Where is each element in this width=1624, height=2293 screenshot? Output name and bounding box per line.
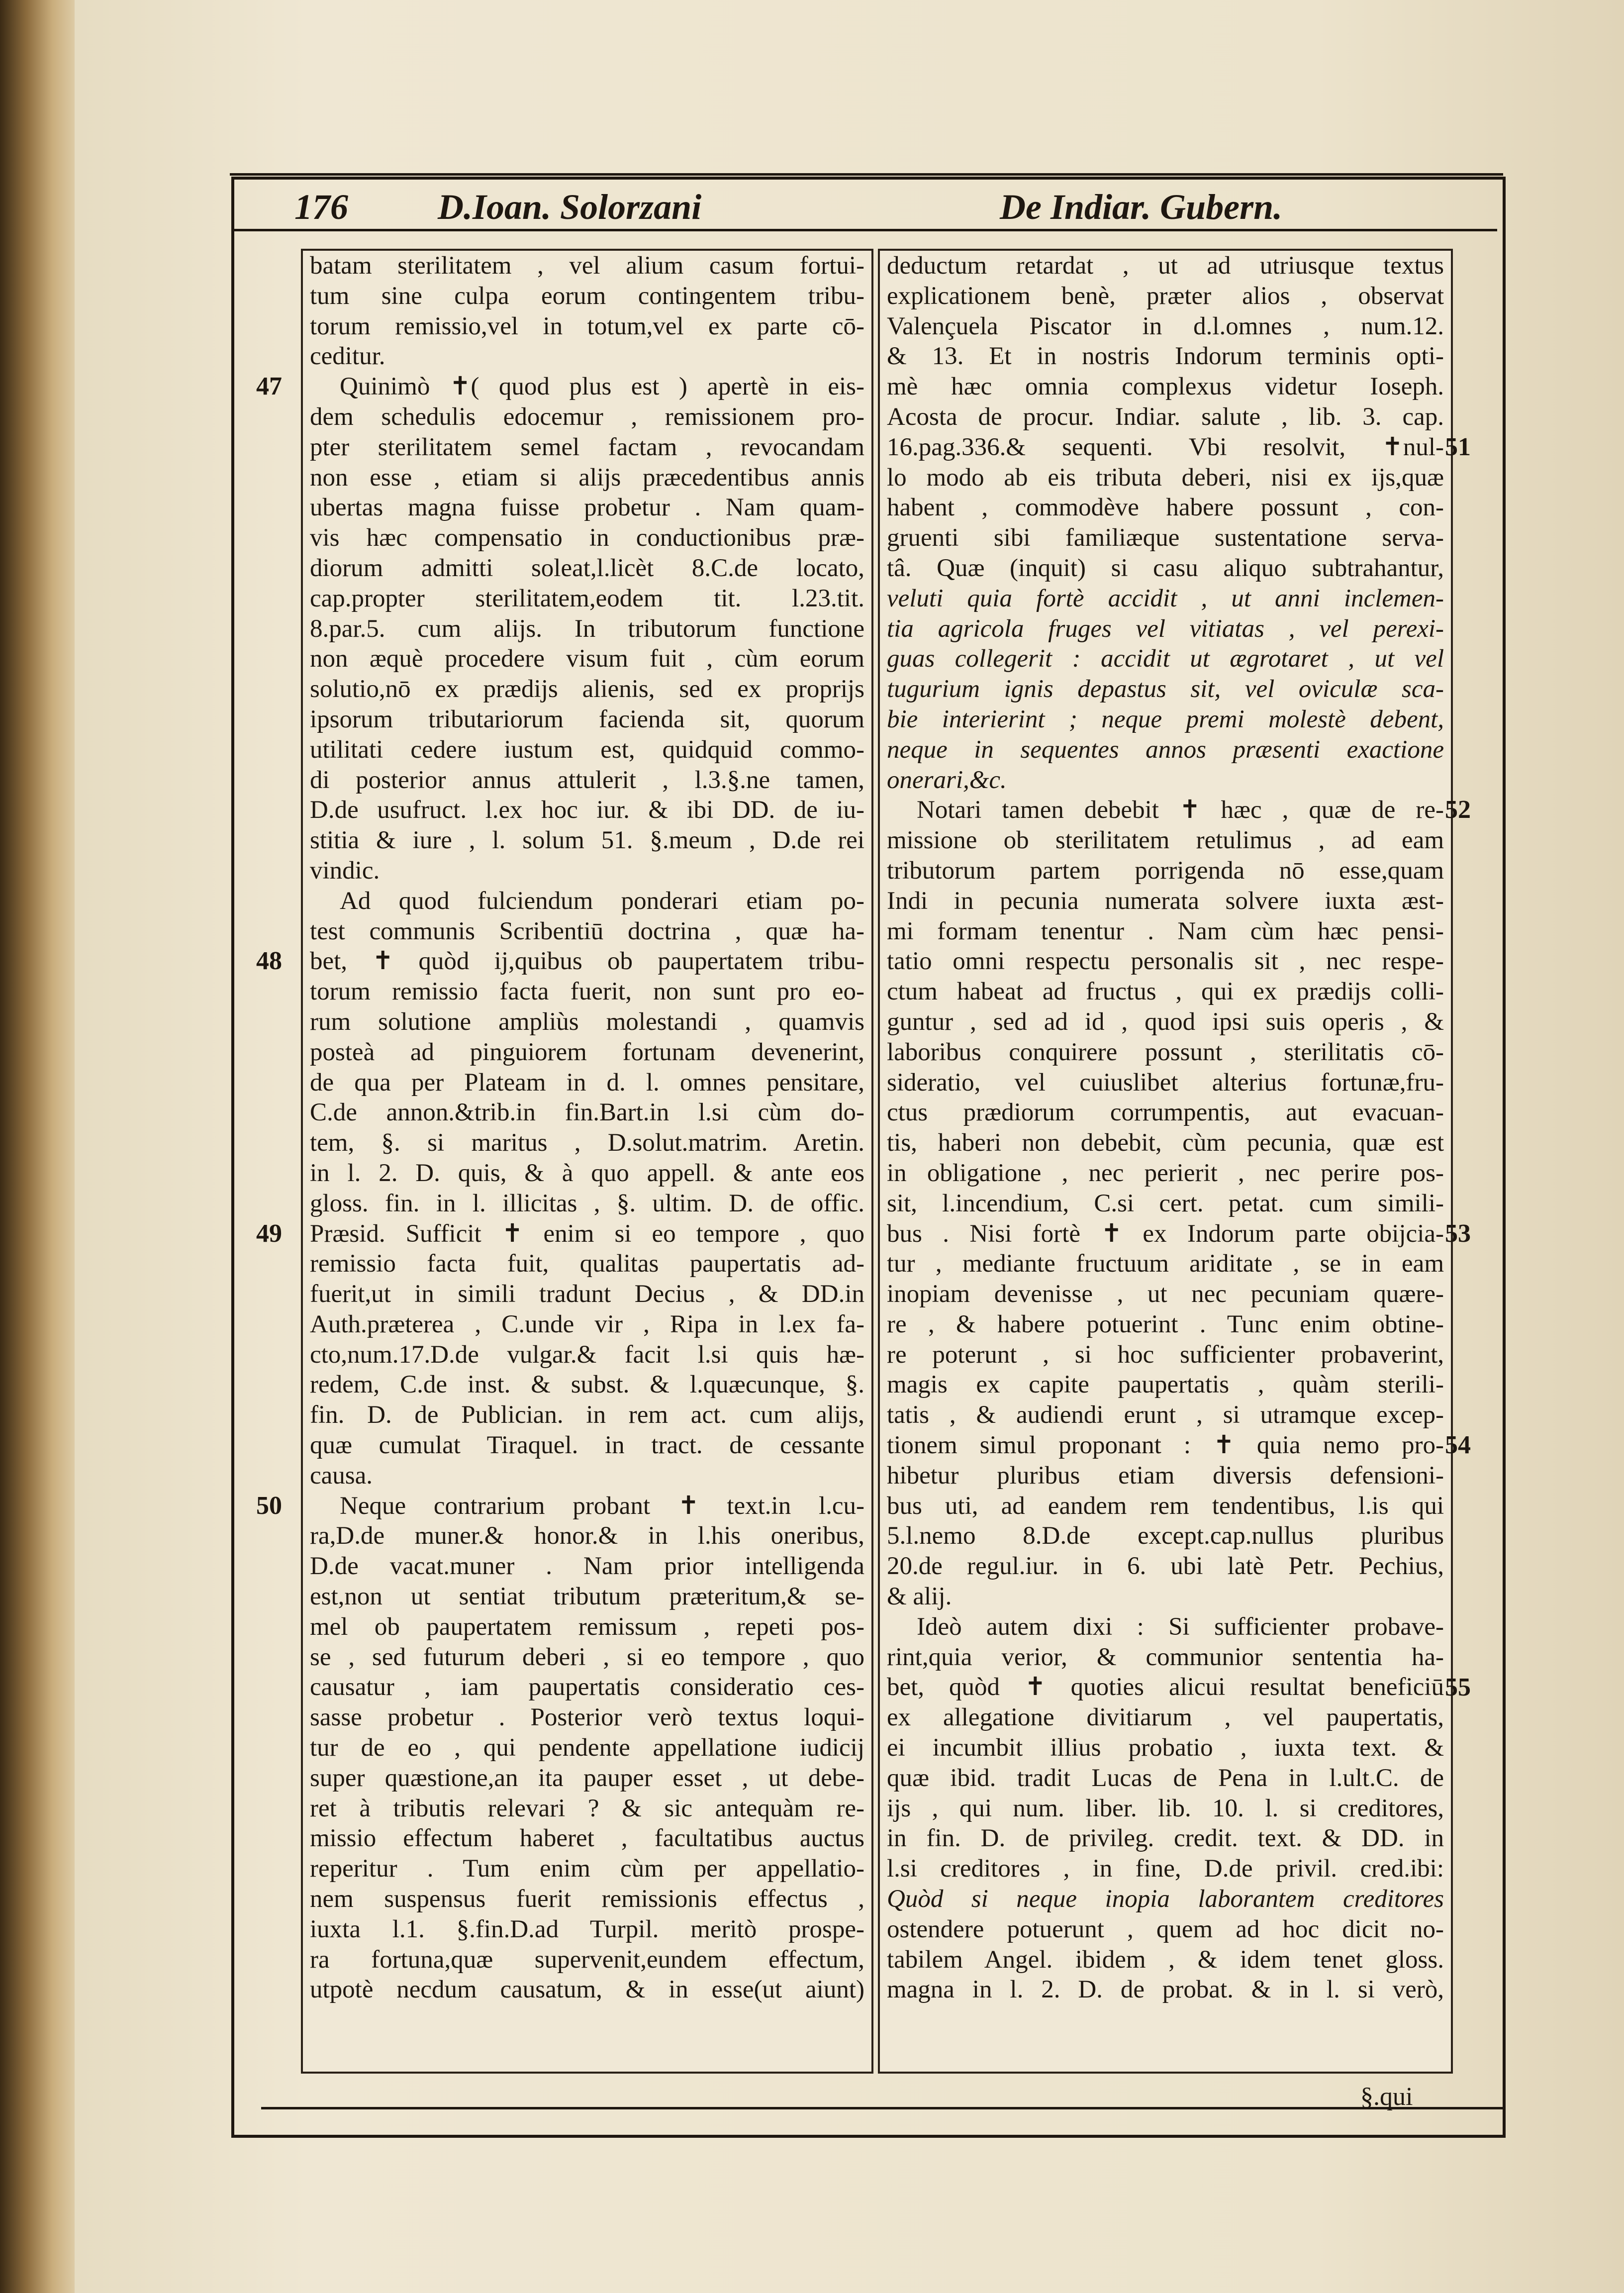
right-column-line: tâ. Quæ (inquit) si casu aliquo subtrahantur, [887,554,1444,582]
margin-paragraph-number: 49 [256,1219,282,1248]
margin-paragraph-number: 52 [1445,796,1471,824]
margin-paragraph-number: 48 [256,947,282,976]
left-column-line: utilitati cedere iustum est, quidquid commo- [310,735,864,764]
left-column-line: reperitur . Tum enim cùm per appellatio- [310,1855,864,1883]
right-column-line: mè hæc omnia complexus videtur Ioseph. [887,373,1444,401]
left-column-line: ret à tributis relevari ? & sic antequàm re- [310,1794,864,1822]
right-column-line: bus . Nisi fortè ✝ ex Indorum parte obijcia- [887,1219,1444,1248]
right-column-line: tributorum partem porrigenda nō esse,quam [887,856,1444,885]
right-column-line: Ideò autem dixi : Si sufficienter probave- [917,1612,1444,1641]
left-column-line: cap.propter sterilitatem,eodem tit. l.23.tit. [310,584,864,612]
right-column-line: guntur , sed ad id , quod ipsi suis operis , & [887,1007,1444,1036]
left-column-line: est,non ut sentiat tributum præteritum,& se- [310,1583,864,1611]
left-column-line: de qua per Plateam in d. l. omnes pensitare, [310,1068,864,1097]
right-column-line: lo modo ab eis tributa deberi, nisi ex ijs,quæ [887,463,1444,492]
left-column-line: test communis Scribentiū doctrina , quæ ha- [310,917,864,945]
right-column-line: & 13. Et in nostris Indorum terminis opti- [887,342,1444,371]
left-column-line: non esse , etiam si alijs præcedentibus annis [310,463,864,492]
right-column-line: rint,quia verior, & communior sententia ha- [887,1643,1444,1671]
right-column-line: ei incumbit illius probatio , iuxta text. & [887,1734,1444,1762]
running-head-author: D.Ioan. Solorzani [438,187,702,227]
right-column-line: Valençuela Piscator in d.l.omnes , num.12. [887,312,1444,340]
right-column-line: hibetur pluribus etiam diversis defensioni- [887,1461,1444,1490]
right-column-line: ctum habeat ad fructus , qui ex prædijs colli- [887,978,1444,1006]
margin-paragraph-number: 50 [256,1491,282,1520]
right-column-line: tur , mediante fructuum ariditate , se in eam [887,1250,1444,1278]
right-column-line: mi formam tenentur . Nam cùm hæc pensi- [887,917,1444,945]
right-column-line: missione ob sterilitatem retulimus , ad eam [887,826,1444,855]
left-column-line: nem suspensus fuerit remissionis effectus , [310,1885,864,1913]
left-column-line: super quæstione,an ita pauper esset , ut debe- [310,1764,864,1792]
right-column-line: in fin. D. de privileg. credit. text. & DD. in [887,1824,1444,1853]
running-head-title: De Indiar. Gubern. [1000,187,1283,227]
right-column-line: ostendere potuerunt , quem ad hoc dicit no- [887,1915,1444,1943]
left-column-line: Quinimò ✝( quod plus est ) apertè in eis- [340,373,864,401]
right-column-line: 20.de regul.iur. in 6. ubi latè Petr. Pechius, [887,1552,1444,1581]
left-column-line: tum sine culpa eorum contingentem tribu- [310,282,864,310]
right-column-line: ijs , qui num. liber. lib. 10. l. si creditores, [887,1794,1444,1822]
right-column-line: tis, haberi non debebit, cùm pecunia, quæ est [887,1129,1444,1157]
left-column-line: causatur , iam paupertatis consideratio ces- [310,1673,864,1701]
right-column-line: guas collegerit : accidit ut ægrotaret , ut vel [887,645,1444,673]
right-column-line: bie interierint ; neque premi molestè debent, [887,705,1444,733]
right-column-line: & alij. [887,1583,952,1611]
right-column-line: ctus prædiorum corrumpentis, aut evacuan- [887,1098,1444,1127]
left-column-line: vis hæc compensatio in conductionibus præ- [310,524,864,552]
right-column-line: laboribus conquirere possunt , sterilitatis cō- [887,1038,1444,1066]
left-column-line: diorum admitti soleat,l.licèt 8.C.de locato, [310,554,864,582]
right-column-line: in obligatione , nec perierit , nec perire pos- [887,1159,1444,1187]
text-column-left [301,249,873,2074]
right-column-line: veluti quia fortè accidit , ut anni inclemen- [887,584,1444,612]
left-column-line: ubertas magna fuisse probetur . Nam quam- [310,494,864,522]
margin-paragraph-number: 54 [1445,1431,1471,1460]
right-column-line: tatis , & audiendi erunt , si utramque excep- [887,1401,1444,1429]
right-column-line: tionem simul proponant : ✝ quia nemo pro- [887,1431,1444,1460]
right-column-line: tabilem Angel. ibidem , & idem tenet gloss. [887,1945,1444,1974]
left-column-line: rum solutione ampliùs molestandi , quamvis [310,1007,864,1036]
right-column-line: 16.pag.336.& sequenti. Vbi resolvit, ✝nul- [887,433,1444,461]
right-column-line: tugurium ignis depastus sit, vel oviculæ sca- [887,675,1444,703]
right-column-line: inopiam devenisse , ut nec pecuniam quære- [887,1280,1444,1308]
left-column-line: C.de annon.&trib.in fin.Bart.in l.si cùm do- [310,1098,864,1127]
left-column-line: stitia & iure , l. solum 51. §.meum , D.de rei [310,826,864,855]
left-column-line: Auth.præterea , C.unde vir , Ripa in l.ex fa- [310,1310,864,1338]
left-column-line: Ad quod fulciendum ponderari etiam po- [340,887,864,915]
left-column-line: fin. D. de Publician. in rem act. cum alijs, [310,1401,864,1429]
right-column-line: magna in l. 2. D. de probat. & in l. si verò, [887,1976,1444,2004]
right-column-line: 5.l.nemo 8.D.de except.cap.nullus pluribus [887,1522,1444,1550]
right-column-line: l.si creditores , in fine, D.de privil. cred.ibi: [887,1855,1444,1883]
right-column-line: neque in sequentes annos præsenti exactione [887,735,1444,764]
right-column-line: magis ex capite paupertatis , quàm sterili- [887,1371,1444,1399]
left-column-line: iuxta l.1. §.fin.D.ad Turpil. meritò prospe- [310,1915,864,1943]
right-column-line: tia agricola fruges vel vitiatas , vel perexi- [887,614,1444,643]
left-column-line: D.de vacat.muner . Nam prior intelligenda [310,1552,864,1581]
left-column-line: gloss. fin. in l. illicitas , §. ultim. D. de offic. [310,1189,864,1217]
right-column-line: sideratio, vel cuiuslibet alterius fortunæ,fru- [887,1068,1444,1097]
left-column-line: dem schedulis edocemur , remissionem pro- [310,402,864,431]
right-column-line: deductum retardat , ut ad utriusque textus [887,252,1444,280]
left-column-line: Præsid. Sufficit ✝ enim si eo tempore , quo [310,1219,864,1248]
right-column-line: re poterunt , si hoc sufficienter probaverint, [887,1340,1444,1369]
left-column-line: di posterior annus attulerit , l.3.§.ne tamen, [310,766,864,794]
right-column-line: Notari tamen debebit ✝ hæc , quæ de re- [917,796,1444,824]
page-number: 176 [294,187,348,227]
right-column-line: quæ ibid. tradit Lucas de Pena in l.ult.C. de [887,1764,1444,1792]
right-column-line: habent , commodève habere possunt , con- [887,494,1444,522]
left-column-line: batam sterilitatem , vel alium casum fortui- [310,252,864,280]
left-column-line: ceditur. [310,342,385,371]
margin-paragraph-number: 53 [1445,1219,1471,1248]
left-column-line: mel ob paupertatem remissum , repeti pos- [310,1612,864,1641]
book-binding-edge [0,0,75,2293]
left-column-line: non æquè procedere visum fuit , cùm eorum [310,645,864,673]
left-column-line: se , sed futurum deberi , si eo tempore , quo [310,1643,864,1671]
left-column-line: pter sterilitatem semel factam , revocandam [310,433,864,461]
left-column-line: ipsorum tributariorum facienda sit, quorum [310,705,864,733]
right-column-line: re , & habere potuerint . Tunc enim obtine- [887,1310,1444,1338]
header-rule [234,229,1497,231]
left-column-line: vindic. [310,856,380,885]
left-column-line: causa. [310,1461,373,1490]
left-column-line: ra,D.de muner.& honor.& in l.his oneribus, [310,1522,864,1550]
left-column-line: utpotè necdum causatum, & in esse(ut aiunt) [310,1976,864,2004]
left-column-line: tur de eo , qui pendente appellatione iudicij [310,1734,864,1762]
left-column-line: fuerit,ut in simili tradunt Decius , & DD.in [310,1280,864,1308]
right-column-line: Acosta de procur. Indiar. salute , lib. 3. cap. [887,402,1444,431]
left-column-line: torum remissio facta fuerit, non sunt pro eo- [310,978,864,1006]
left-column-line: ra fortuna,quæ supervenit,eundem effectum, [310,1945,864,1974]
right-column-line: bus uti, ad eandem rem tendentibus, l.is qui [887,1492,1444,1520]
left-column-line: bet, ✝ quòd ij,quibus ob paupertatem tribu- [310,947,864,976]
header-top-rule [230,173,1503,176]
left-column-line: sasse probetur . Posterior verò textus loqui- [310,1703,864,1732]
left-column-line: remissio facta fuit, qualitas paupertatis ad- [310,1250,864,1278]
left-column-line: cto,num.17.D.de vulgar.& facit l.si quis hæ- [310,1340,864,1369]
left-column-line: missio effectum haberet , facultatibus auctus [310,1824,864,1853]
margin-paragraph-number: 55 [1445,1673,1471,1701]
left-column-line: D.de usufruct. l.ex hoc iur. & ibi DD. de iu- [310,796,864,824]
right-column-line: explicationem benè, præter alios , observat [887,282,1444,310]
left-column-line: in l. 2. D. quis, & à quo appell. & ante eos [310,1159,864,1187]
left-column-line: quæ cumulat Tiraquel. in tract. de cessante [310,1431,864,1460]
left-column-line: 8.par.5. cum alijs. In tributorum functione [310,614,864,643]
right-column-line: sit, l.incendium, C.si cert. petat. cum simili- [887,1189,1444,1217]
right-column-line: gruenti sibi familiæque sustentatione serva- [887,524,1444,552]
left-column-line: tem, §. si maritus , D.solut.matrim. Aretin. [310,1129,864,1157]
footer-rule [261,2107,1505,2109]
margin-paragraph-number: 51 [1445,432,1471,461]
right-column-line: onerari,&c. [887,766,1007,794]
left-column-line: Neque contrarium probant ✝ text.in l.cu- [340,1492,864,1520]
catchword: §.qui [1360,2083,1413,2111]
text-column-right [878,249,1453,2074]
left-column-line: solutio,nō ex prædijs alienis, sed ex proprijs [310,675,864,703]
left-column-line: torum remissio,vel in totum,vel ex parte cō- [310,312,864,340]
right-column-line: ex allegatione divitiarum , vel paupertatis, [887,1703,1444,1732]
left-column-line: posteà ad pinguiorem fortunam devenerint, [310,1038,864,1066]
margin-paragraph-number: 47 [256,372,282,401]
right-column-line: Indi in pecunia numerata solvere iuxta æst- [887,887,1444,915]
right-column-line: Quòd si neque inopia laborantem creditores [887,1885,1444,1913]
right-column-line: bet, quòd ✝ quoties alicui resultat beneficiū [887,1673,1444,1701]
right-column-line: tatio omni respectu personalis sit , nec respe- [887,947,1444,976]
left-column-line: redem, C.de inst. & subst. & l.quæcunque, §. [310,1371,864,1399]
